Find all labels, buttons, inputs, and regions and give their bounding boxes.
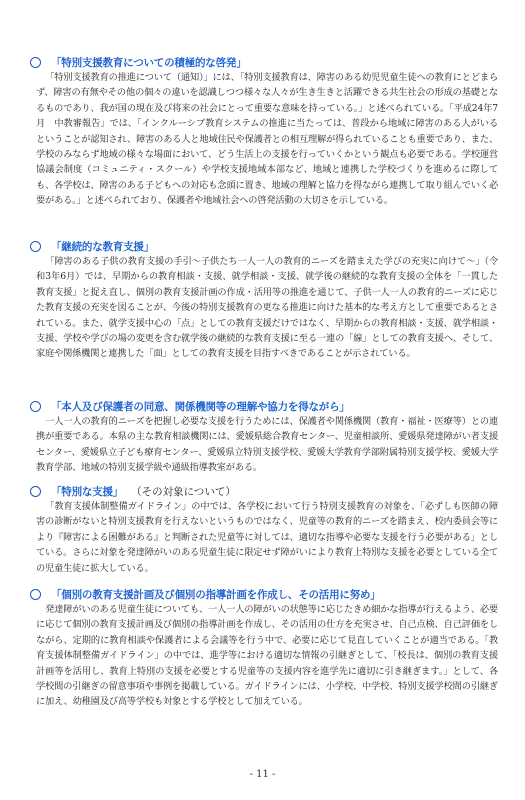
section-body: 「特別支援教育の推進について（通知）」には、「特別支援教育は、障害のある幼児児童生徒への教育にとどまらず、障害の有無やその他の個々の違いを認識しつつ様々な人々が生き生きと活躍できる共生社会の形成の基礎となるものであり、我が国の現在及び将来の社会にとって重要な意味を持っている。」と述べられている。「平成24年7月 中教審報告」では、「インクルーシブ教育システムの推進に当たっては、普段から地域に障害のある人がいるということが認知され、障害のある人と地域住民や保護者との相互理解が得られていることも重要であり、また、学校のみならず地域の様々な場面において、どう生活上の支援を行っていくかという観点も必要である。学校運営協議会制度（コミュニティ・スクール）や学校支援地域本部など、地域と連携した学校づくりを進めるに際しても、各学校は、障害のある子どもへの対応も念頭に置き、地域の理解と協力を得ながら連携して取り組んでいく必要がある。」と述べられており、保護者や地域社会への啓発活動の大切さを示している。 [36, 72, 498, 207]
page-number: - 11 - [249, 769, 276, 780]
section-special-support [30, 483, 498, 576]
section-title: 「本人及び保護者の同意、関係機関等の理解や協力を得ながら」 [51, 400, 350, 413]
section-title: 「特別支援教育についての積極的な啓発」 [51, 56, 247, 69]
circle-bullet-icon [30, 241, 41, 252]
section-title: 「特別な支援」 [51, 485, 124, 498]
section-awareness [30, 54, 498, 209]
circle-bullet-icon [30, 57, 41, 68]
section-consent-cooperation [30, 398, 498, 476]
circle-bullet-icon [30, 589, 41, 600]
section-heading-row [30, 586, 498, 602]
section-heading-row [30, 483, 498, 499]
section-continuous-support [30, 238, 498, 362]
section-body: 発達障がいのある児童生徒についても、一人一人の障がいの状態等に応じたきめ細かな指導が行えるよう、必要に応じて個別の教育支援計画及び個別の指導計画を作成し、その活用の仕方を充実させ、自己点検、自己評価をしながら、定期的に教育相談や保護者による会議等を行う中で、必要に応じて見直していくことが適当である。「教育支援体制整備ガイドライン」の中では、進学等における適切な情報の引継ぎとして、「校長は、個別の教育支援計画等を活用し、教育上特別の支援を必要とする児童等の支援内容を進学先に適切に引き継ぎます。」として、各学校間の引継ぎの留意事項や事例を掲載している。ガイドラインには、小学校、中学校、特別支援学校間の引継ぎに加え、幼稚園及び高等学校も対象とする学校として加えている。 [36, 604, 498, 708]
circle-bullet-icon [30, 401, 41, 412]
section-subtitle: （その対象について） [131, 485, 236, 498]
section-individual-plans [30, 586, 498, 710]
section-title: 「継続的な教育支援」 [51, 240, 154, 253]
section-title: 「個別の教育支援計画及び個別の指導計画を作成し、その活用に努め」 [51, 588, 381, 601]
section-body: 「障害のある子供の教育支援の手引～子供たち一人一人の教育的ニーズを踏まえた学びの充実に向けて～」（令和3年6月）では、早期からの教育相談・支援、就学相談・支援、就学後の継続的な教育支援の全体を「一貫した教育支援」と捉え直し、個別の教育支援計画の作成・活用等の推進を通じて、子供一人一人の教育的ニーズに応じた教育支援の充実を図ることが、今後の特別支援教育の更なる推進に向けた基本的な考え方として重要であるとされている。また、就学支援中心の「点」としての教育支援だけではなく、早期からの教育相談・支援、就学相談・支援、学校や学びの場の変更を含む就学後の継続的な教育支援に至る一連の「線」としての教育支援へ、そして、家庭や関係機関と連携した「面」としての教育支援を目指すべきであることが示されている。 [36, 256, 498, 360]
section-heading-row [30, 238, 498, 254]
section-body: 一人一人の教育的ニーズを把握し必要な支援を行うためには、保護者や関係機関（教育・福祉・医療等）との連携が重要である。本県の主な教育相談機関には、愛媛県総合教育センター、児童相談所、愛媛県発達障がい者支援センター、愛媛県立子ども療育センター、愛媛県立特別支援学校、愛媛大学教育学部附属特別支援学校、愛媛大学教育学部、地域の特別支援学級や通級指導教室がある。 [36, 416, 498, 474]
section-body: 「教育支援体制整備ガイドライン」の中では、各学校において行う特別支援教育の対象を、「必ずしも医師の障害の診断がないと特別支援教育を行えないというものではなく、児童等の教育的ニーズを踏まえ、校内委員会等により『障害による困難がある』と判断された児童等に対しては、適切な指導や必要な支援を行う必要がある」としている。さらに対象を発達障がいのある児童生徒に限定せず障がいにより教育上特別な支援を必要としている全ての児童生徒に拡大している。 [36, 501, 498, 574]
section-heading-row [30, 398, 498, 414]
section-heading-row [30, 54, 498, 70]
circle-bullet-icon [30, 486, 41, 497]
